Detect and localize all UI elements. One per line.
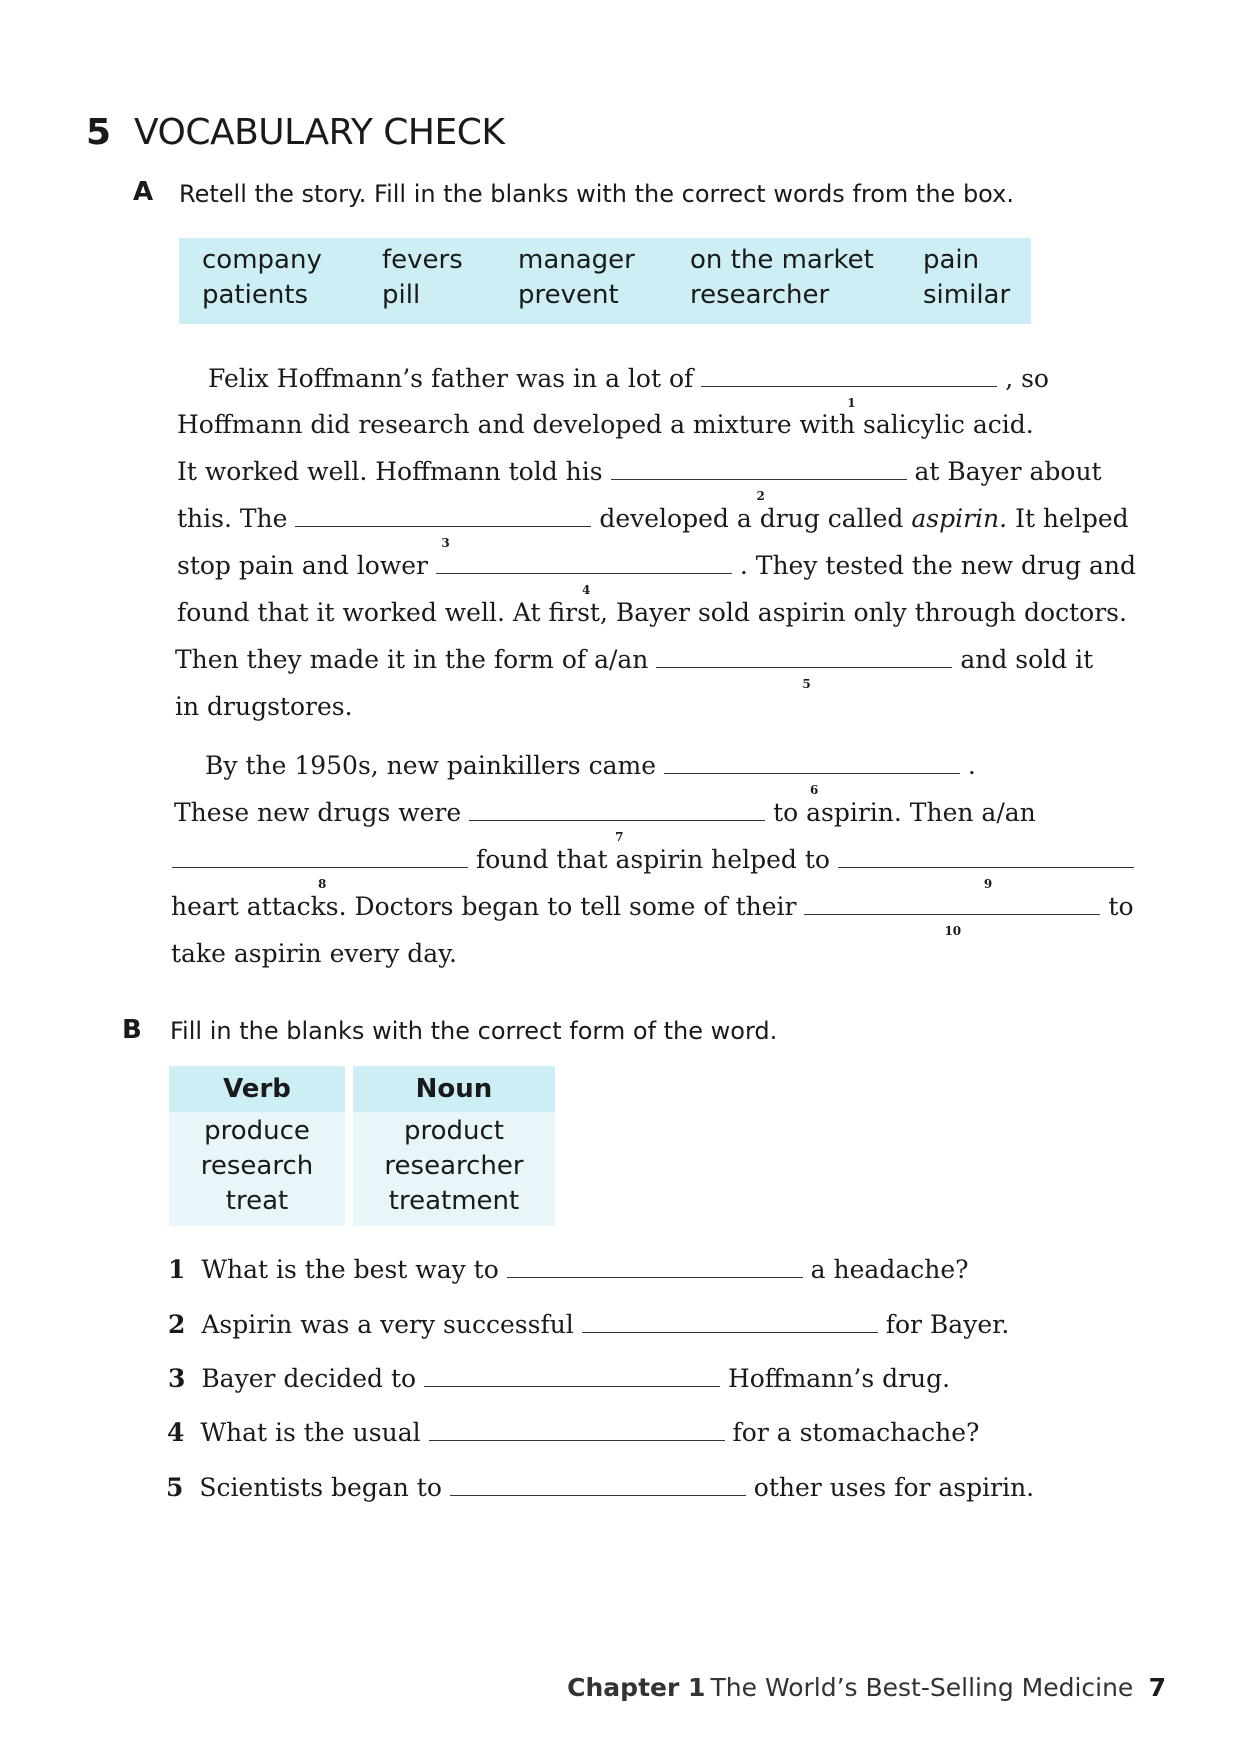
- noun-cell: treatment: [388, 1186, 520, 1216]
- verb-cell: research: [200, 1151, 314, 1181]
- section-title: VOCABULARY CHECK: [134, 112, 505, 153]
- part-b-instruction: Fill in the blanks with the correct form of the word.: [170, 1017, 778, 1045]
- blank-8[interactable]: 8: [172, 847, 468, 868]
- passage-line: Felix Hoffmann’s father was in a lot of 1 , so: [208, 364, 1049, 410]
- question-item: 2 Aspirin was a very successful for Bayer.: [168, 1310, 1010, 1339]
- part-a-letter: A: [133, 177, 154, 207]
- question-blank[interactable]: [582, 1312, 878, 1333]
- word-box: [179, 238, 1031, 324]
- word-box-item: prevent: [518, 280, 619, 310]
- part-a-instruction: Retell the story. Fill in the blanks with the correct words from the box.: [179, 180, 1014, 208]
- passage-line: By the 1950s, new painkillers came 6 .: [205, 751, 976, 797]
- blank-4[interactable]: 4: [436, 553, 732, 574]
- page-number: 7: [1148, 1673, 1166, 1702]
- question-item: 1 What is the best way to a headache?: [168, 1255, 969, 1284]
- passage-line: take aspirin every day.: [171, 939, 457, 968]
- noun-cell: researcher: [384, 1151, 524, 1181]
- passage-line: 8 found that aspirin helped to 9: [172, 845, 1134, 874]
- passage-line: heart attacks. Doctors began to tell some of their 10 to: [171, 892, 1134, 938]
- noun-cell: product: [403, 1116, 504, 1146]
- noun-header: Noun: [353, 1066, 555, 1112]
- footer-title: The World’s Best-Selling Medicine: [710, 1673, 1134, 1702]
- passage-line: found that it worked well. At first, Bayer sold aspirin only through doctors.: [177, 598, 1127, 627]
- blank-5[interactable]: 5: [656, 647, 952, 668]
- verb-column: [169, 1066, 345, 1224]
- question-item: 3 Bayer decided to Hoffmann’s drug.: [168, 1364, 951, 1393]
- blank-10[interactable]: 10: [804, 894, 1100, 915]
- verb-cell: produce: [204, 1116, 310, 1146]
- passage-line: Then they made it in the form of a/an 5 and sold it: [175, 645, 1094, 691]
- footer-chapter: Chapter 1: [567, 1673, 706, 1702]
- page-footer: [567, 1673, 1166, 1702]
- verb-cell: treat: [225, 1186, 289, 1216]
- word-box-item: on the market: [690, 245, 874, 275]
- word-box-item: pill: [382, 280, 421, 310]
- word-box-item: fevers: [382, 245, 463, 275]
- word-box-item: company: [202, 245, 322, 275]
- verb-header: Verb: [169, 1066, 345, 1112]
- part-b-letter: B: [122, 1015, 142, 1045]
- word-box-item: pain: [923, 245, 980, 275]
- question-blank[interactable]: [507, 1257, 803, 1278]
- passage-line: stop pain and lower 4 . They tested the new drug and: [177, 551, 1137, 597]
- passage-line: These new drugs were 7 to aspirin. Then a/an: [174, 798, 1036, 844]
- word-box-item: researcher: [690, 280, 830, 310]
- question-blank[interactable]: [429, 1420, 725, 1441]
- passage-line: It worked well. Hoffmann told his 2 at Bayer about: [177, 457, 1102, 503]
- word-box-item: similar: [923, 280, 1011, 310]
- passage-line: in drugstores.: [175, 692, 353, 721]
- blank-1[interactable]: 1: [701, 366, 997, 387]
- passage-line: Hoffmann did research and developed a mixture with salicylic acid.: [177, 410, 1034, 439]
- word-box-item: manager: [518, 245, 635, 275]
- blank-2[interactable]: 2: [611, 459, 907, 480]
- passage-line: this. The 3 developed a drug called aspirin. It helped: [177, 504, 1129, 550]
- question-item: 4 What is the usual for a stomachache?: [167, 1418, 980, 1447]
- question-item: 5 Scientists began to other uses for aspirin.: [166, 1473, 1035, 1502]
- question-blank[interactable]: [424, 1366, 720, 1387]
- section-number: 5: [86, 112, 112, 153]
- question-blank[interactable]: [450, 1475, 746, 1496]
- noun-column: [353, 1066, 555, 1224]
- word-box-item: patients: [202, 280, 309, 310]
- blank-3[interactable]: 3: [295, 506, 591, 527]
- blank-7[interactable]: 7: [469, 800, 765, 821]
- blank-6[interactable]: 6: [664, 753, 960, 774]
- blank-9[interactable]: 9: [838, 847, 1134, 868]
